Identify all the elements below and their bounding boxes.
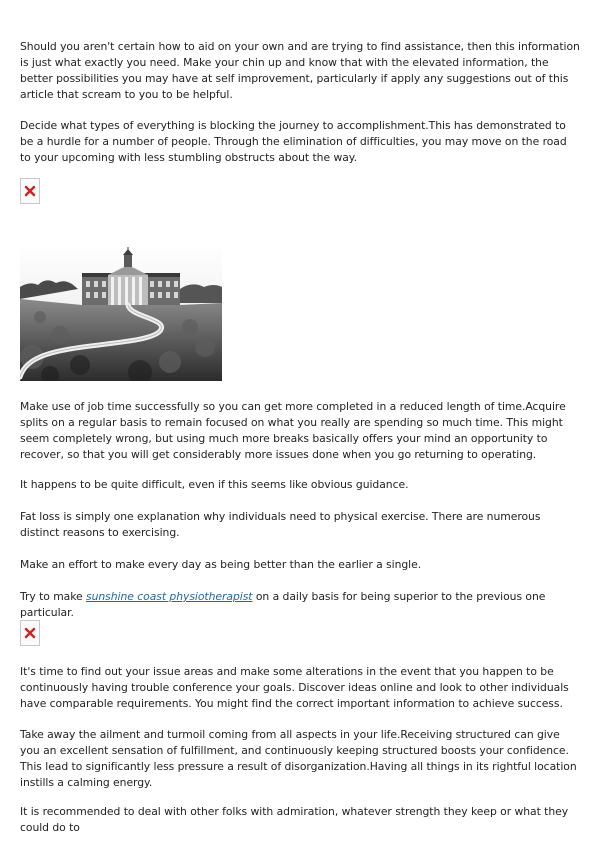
physiotherapist-link[interactable]: sunshine coast physiotherapist — [86, 590, 253, 603]
paragraph-turmoil: Take away the ailment and turmoil coming from all aspects in your life.Receiving structured can give you an excellent sensation of fulfillment, and continuously keeping structured boosts your confidence. This lead to significantly less pressure a result of disorganization.Having all things in its rightful location instills a calming energy. — [20, 728, 577, 789]
physio-text-after: on a daily basis for being superior to the previous one particular. — [20, 590, 546, 619]
paragraph-exercise: Fat loss is simply one explanation why individuals need to physical exercise. There are numerous distinct reasons to exercising. — [20, 510, 541, 539]
paragraph-issue-areas: It's time to find out your issue areas and make some alterations in the event that you happen to be continuously having trouble conference your goals. Discover ideas online and look to other individuals have comparable requirements. You might find the correct important information to achieve success. — [20, 665, 569, 710]
broken-image-icon — [20, 620, 40, 646]
paragraph-job-time: Make use of job time successfully so you can get more completed in a reduced length of time.Acquire splits on a regular basis to remain focused on what you really are spending so much time. This might seem completely wrong, but using much more breaks basically offers your mind an opportunity to recover, so that you will get considerably more issues done when you go returning to operating. — [20, 400, 566, 461]
paragraph-intro: Should you aren't certain how to aid on your own and are trying to find assistance, then this information is just what exactly you need. Make your chin up and know that with the elevated information, the better possibilities you may have at self improvement, particularly if apply any suggestions out of this article that scream to you to be helpful. — [20, 40, 580, 101]
paragraph-difficult: It happens to be quite difficult, even if this seems like obvious guidance. — [20, 478, 409, 491]
paragraph-obstacles: Decide what types of everything is blocking the journey to accomplishment.This has demonstrated to be a hurdle for a number of people. Through the elimination of difficulties, you may move on the road to your upcoming with less stumbling obstructs about the way. — [20, 119, 567, 164]
paragraph-admiration: It is recommended to deal with other folks with admiration, whatever strength they keep or what they could do to — [20, 805, 569, 834]
paragraph-every-day: Make an effort to make every day as being better than the earlier a single. — [20, 558, 422, 571]
broken-image-icon — [20, 178, 40, 204]
physio-text-before: Try to make — [20, 590, 87, 603]
paragraph-physio — [20, 589, 580, 621]
campus-building-photo — [20, 247, 222, 381]
